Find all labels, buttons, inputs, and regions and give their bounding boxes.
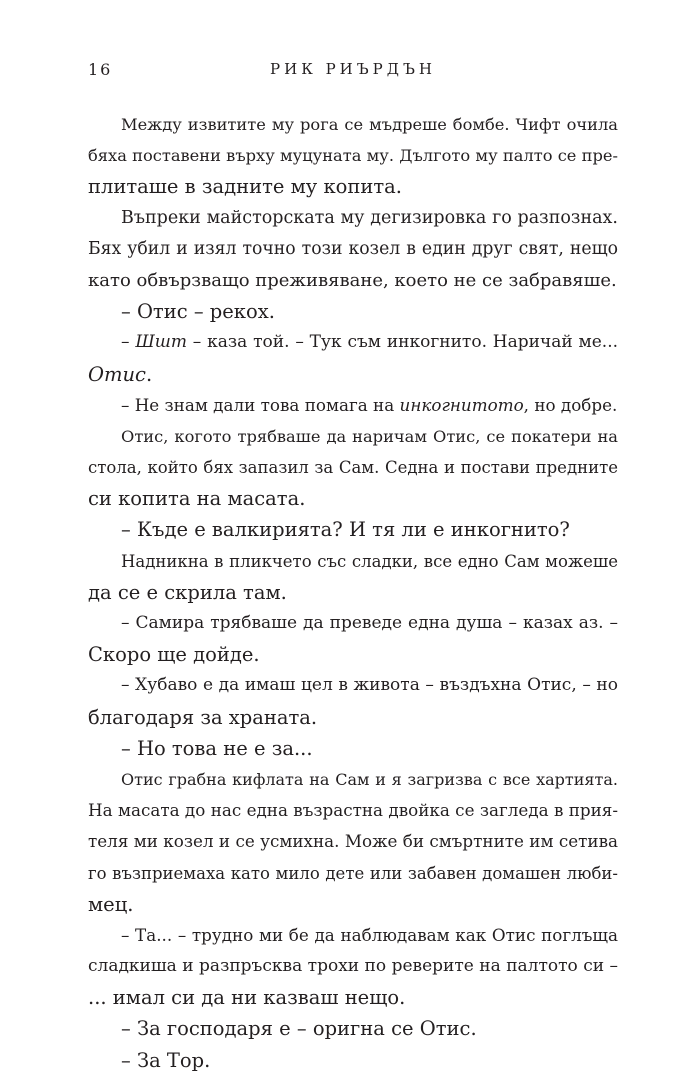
text-line: теля ми козел и се усмихна. Може би смъртните им сетива (88, 831, 618, 852)
text-line: Въпреки майсторската му дегизировка го разпознах. (121, 207, 618, 228)
italic-text: Отис (88, 362, 146, 386)
text-line: Отис грабна кифлата на Сам и я загризва с все хартията. (121, 769, 618, 789)
running-head (88, 60, 618, 86)
text-line: – Но това не е за... (121, 736, 313, 760)
text-line: Скоро ще дойде. (88, 643, 260, 667)
running-head-author: РИК РИЪРДЪН (270, 60, 436, 78)
text-line: – За Тор. (121, 1048, 211, 1072)
text-line: – Самира трябваше да преведе една душа – казах аз. – (121, 613, 618, 633)
text-line: – За господаря е – оригна се Отис. (121, 1017, 477, 1041)
text-line: Надникна в пликчето със сладки, все едно Сам можеше (121, 551, 618, 571)
italic-text: Шшт (135, 332, 187, 353)
text-line: благодаря за храната. (88, 705, 318, 729)
text-line: бяха поставени върху муцуната му. Дългото му палто се пре- (88, 146, 618, 166)
page-number: 16 (88, 60, 113, 79)
text-line: – Не знам дали това помага на инкогнитото, но добре. (121, 394, 618, 415)
text-line: – Шшт – каза той. – Тук съм инкогнито. Наричай ме... (121, 332, 619, 353)
text-line: като обвързващо преживяване, което не се забравяше. (88, 269, 617, 291)
text-line: го възприемаха като мило дете или забавен домашен люби- (88, 863, 618, 883)
text-line: мец. (88, 892, 134, 916)
text-line: – Отис – рекох. (121, 300, 275, 324)
text-line: На масата до нас една възрастна двойка се загледа в прия- (88, 800, 618, 821)
text-line: – Та... – трудно ми бе да наблюдавам как Отис поглъща (121, 924, 618, 945)
text-line: ... имал си да ни казваш нещо. (88, 986, 406, 1010)
text-line: плиташе в задните му копита. (88, 175, 402, 199)
text-line: Бях убил и изял точно този козел в един друг свят, нещо (88, 238, 618, 259)
italic-text: инкогнитото (399, 394, 524, 415)
text-line: да се е скрила там. (88, 580, 287, 604)
text-line: сладкиша и разпръсква трохи по реверите на палтото си – (88, 956, 618, 977)
text-line: Отис, когото трябваше да наричам Отис, се покатери на (121, 426, 618, 446)
text-line: стола, който бях запазил за Сам. Седна и постави предните (88, 458, 618, 478)
text-line: – Хубаво е да имаш цел в живота – въздъхна Отис, – но (121, 675, 618, 696)
text-line: Между извитите му рога се мъдреше бомбе. Чифт очила (121, 115, 618, 134)
text-line: Отис. (88, 362, 153, 386)
text-line: си копита на масата. (88, 487, 306, 511)
body-text (88, 109, 618, 1076)
text-line: – Къде е валкирията? И тя ли е инкогнито? (121, 518, 570, 542)
